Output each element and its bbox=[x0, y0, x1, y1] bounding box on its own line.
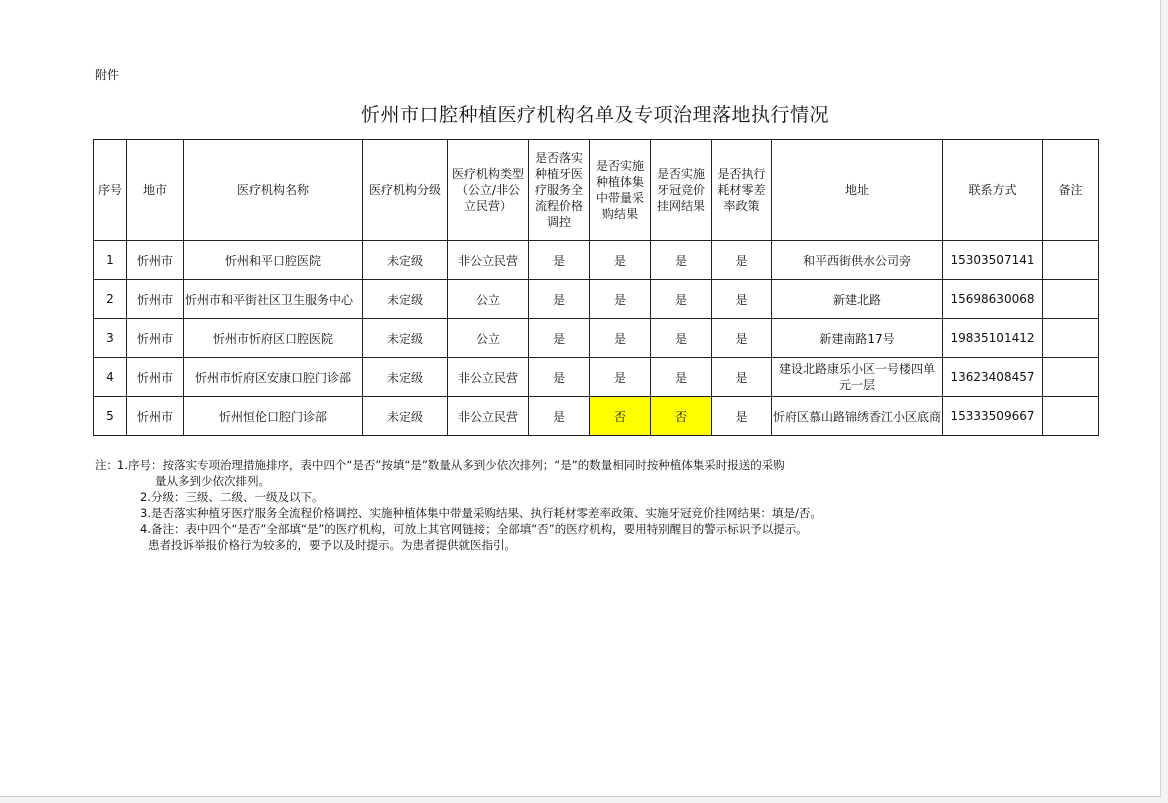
note-line: 2.分级：三级、二级、一级及以下。 bbox=[140, 490, 324, 504]
cell-c4: 是 bbox=[712, 280, 772, 319]
table-header-row bbox=[94, 140, 1099, 241]
cell-name: 忻州市忻府区安康口腔门诊部 bbox=[184, 358, 363, 397]
cell-phone: 15303507141 bbox=[943, 241, 1043, 280]
cell-c1: 是 bbox=[529, 241, 590, 280]
cell-type: 公立 bbox=[448, 280, 529, 319]
notes-prefix: 注： bbox=[95, 458, 118, 472]
cell-no: 4 bbox=[94, 358, 127, 397]
cell-c2-highlighted: 否 bbox=[590, 397, 651, 436]
cell-c2: 是 bbox=[590, 358, 651, 397]
header-cell: 备注 bbox=[1043, 140, 1099, 241]
cell-city: 忻州市 bbox=[127, 319, 184, 358]
cell-c2: 是 bbox=[590, 319, 651, 358]
cell-c4: 是 bbox=[712, 319, 772, 358]
cell-c4: 是 bbox=[712, 358, 772, 397]
document-title: 忻州市口腔种植医疗机构名单及专项治理落地执行情况 bbox=[360, 104, 829, 126]
cell-address: 建设北路康乐小区一号楼四单元一层 bbox=[772, 358, 943, 397]
header-cell: 是否落实种植牙医疗服务全流程价格调控 bbox=[529, 140, 590, 241]
cell-type: 公立 bbox=[448, 319, 529, 358]
cell-note bbox=[1043, 319, 1099, 358]
table-row bbox=[94, 319, 1099, 358]
cell-c1: 是 bbox=[529, 358, 590, 397]
header-cell: 医疗机构分级 bbox=[363, 140, 448, 241]
cell-c4: 是 bbox=[712, 397, 772, 436]
cell-address: 新建南路17号 bbox=[772, 319, 943, 358]
cell-phone: 15698630068 bbox=[943, 280, 1043, 319]
note-line: 1.序号：按落实专项治理措施排序，表中四个“是否”按填“是”数量从多到少依次排列；“是”的数量相同时按种植体集采时报送的采购 bbox=[117, 458, 785, 472]
cell-address: 新建北路 bbox=[772, 280, 943, 319]
cell-c3: 是 bbox=[651, 241, 712, 280]
header-cell: 序号 bbox=[94, 140, 127, 241]
table-row bbox=[94, 241, 1099, 280]
cell-no: 5 bbox=[94, 397, 127, 436]
cell-name: 忻州和平口腔医院 bbox=[184, 241, 363, 280]
notes-section bbox=[95, 457, 822, 553]
cell-c2: 是 bbox=[590, 280, 651, 319]
cell-name: 忻州恒伦口腔门诊部 bbox=[184, 397, 363, 436]
cell-level: 未定级 bbox=[363, 280, 448, 319]
cell-c3: 是 bbox=[651, 319, 712, 358]
cell-note bbox=[1043, 280, 1099, 319]
institution-table bbox=[93, 139, 1099, 436]
cell-note bbox=[1043, 397, 1099, 436]
header-cell: 联系方式 bbox=[943, 140, 1043, 241]
cell-type: 非公立民营 bbox=[448, 397, 529, 436]
cell-no: 2 bbox=[94, 280, 127, 319]
cell-c3: 是 bbox=[651, 358, 712, 397]
header-cell: 医疗机构类型（公立/非公立民营） bbox=[448, 140, 529, 241]
header-cell: 是否实施种植体集中带量采购结果 bbox=[590, 140, 651, 241]
attachment-label: 附件 bbox=[95, 68, 120, 82]
cell-name: 忻州市忻府区口腔医院 bbox=[184, 319, 363, 358]
cell-note bbox=[1043, 241, 1099, 280]
cell-phone: 19835101412 bbox=[943, 319, 1043, 358]
cell-c1: 是 bbox=[529, 397, 590, 436]
cell-level: 未定级 bbox=[363, 319, 448, 358]
cell-c3: 是 bbox=[651, 280, 712, 319]
cell-type: 非公立民营 bbox=[448, 241, 529, 280]
header-cell: 是否执行耗材零差率政策 bbox=[712, 140, 772, 241]
cell-no: 3 bbox=[94, 319, 127, 358]
cell-phone: 15333509667 bbox=[943, 397, 1043, 436]
cell-city: 忻州市 bbox=[127, 397, 184, 436]
cell-name: 忻州市和平街社区卫生服务中心 bbox=[184, 280, 363, 319]
table-row bbox=[94, 358, 1099, 397]
header-cell: 地址 bbox=[772, 140, 943, 241]
cell-c3-highlighted: 否 bbox=[651, 397, 712, 436]
note-line: 患者投诉举报价格行为较多的，要予以及时提示。为患者提供就医指引。 bbox=[148, 538, 516, 552]
header-cell: 医疗机构名称 bbox=[184, 140, 363, 241]
cell-city: 忻州市 bbox=[127, 241, 184, 280]
cell-type: 非公立民营 bbox=[448, 358, 529, 397]
note-line: 4.备注：表中四个“是否”全部填“是”的医疗机构，可放上其官网链接；全部填“否”的医疗机构，要用特别醒目的警示标识予以提示。 bbox=[140, 522, 808, 536]
cell-city: 忻州市 bbox=[127, 280, 184, 319]
header-cell: 是否实施牙冠竞价挂网结果 bbox=[651, 140, 712, 241]
cell-address: 和平西街供水公司旁 bbox=[772, 241, 943, 280]
header-cell: 地市 bbox=[127, 140, 184, 241]
table-row bbox=[94, 280, 1099, 319]
cell-c1: 是 bbox=[529, 280, 590, 319]
cell-c4: 是 bbox=[712, 241, 772, 280]
note-line: 量从多到少依次排列。 bbox=[155, 474, 270, 488]
cell-no: 1 bbox=[94, 241, 127, 280]
cell-address: 忻府区慕山路锦绣香江小区底商 bbox=[772, 397, 943, 436]
cell-note bbox=[1043, 358, 1099, 397]
cell-c1: 是 bbox=[529, 319, 590, 358]
cell-level: 未定级 bbox=[363, 397, 448, 436]
cell-c2: 是 bbox=[590, 241, 651, 280]
cell-level: 未定级 bbox=[363, 241, 448, 280]
note-line: 3.是否落实种植牙医疗服务全流程价格调控、实施种植体集中带量采购结果、执行耗材零差率政策、实施牙冠竞价挂网结果：填是/否。 bbox=[140, 506, 822, 520]
cell-city: 忻州市 bbox=[127, 358, 184, 397]
cell-phone: 13623408457 bbox=[943, 358, 1043, 397]
table-row bbox=[94, 397, 1099, 436]
cell-level: 未定级 bbox=[363, 358, 448, 397]
